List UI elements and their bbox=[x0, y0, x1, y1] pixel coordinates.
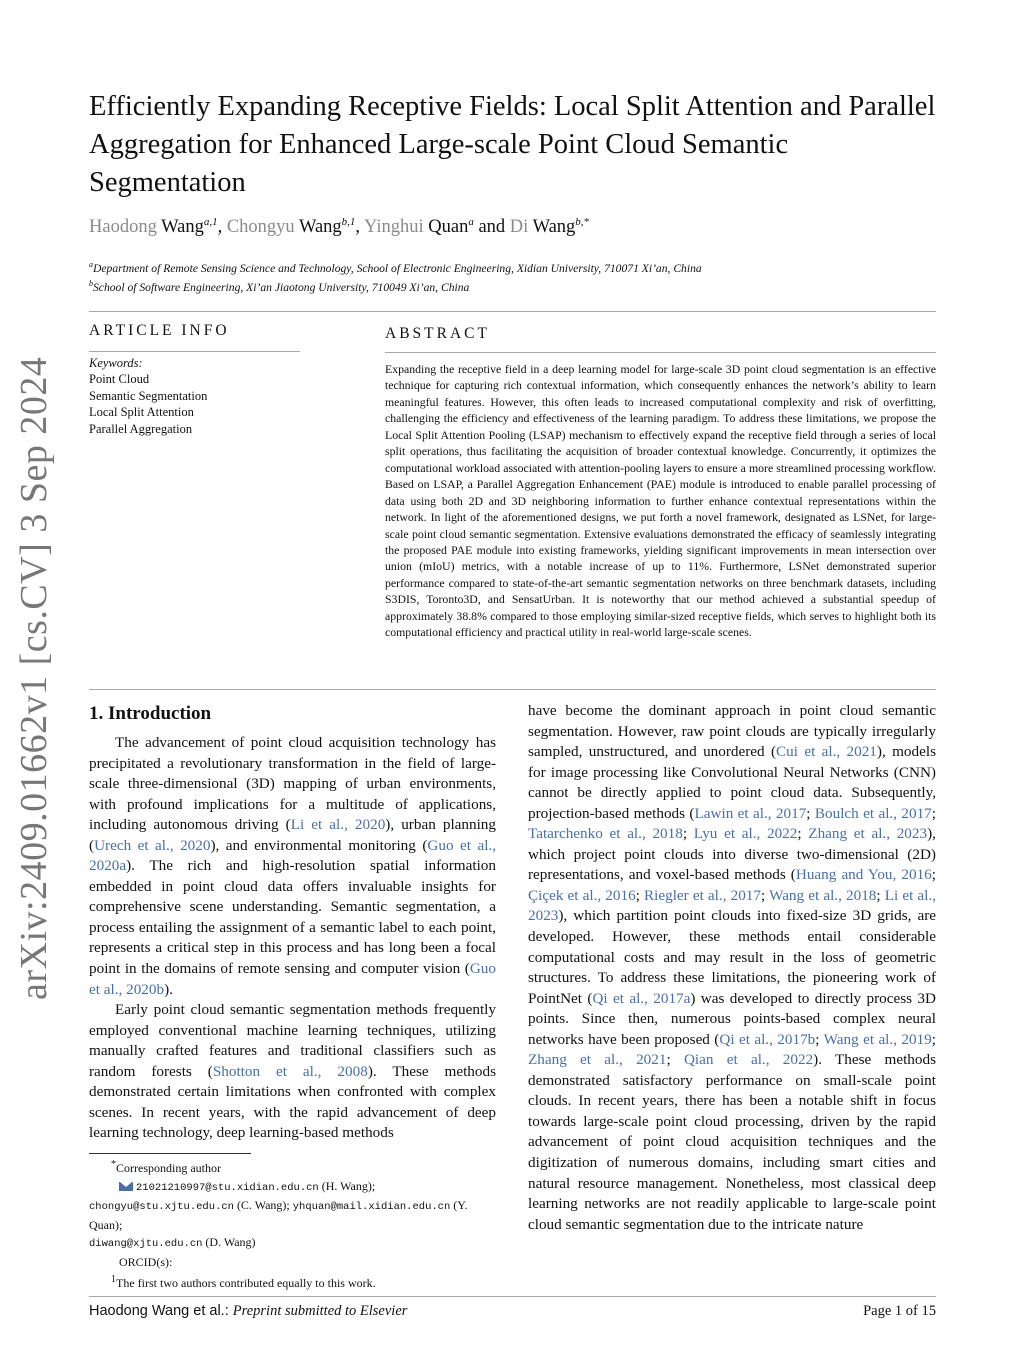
citation-link[interactable]: Wang et al., 2019 bbox=[823, 1030, 932, 1048]
citation-link[interactable]: Tatarchenko et al., 2018 bbox=[528, 825, 683, 843]
citation-link[interactable]: Guo et al., 2020a bbox=[89, 836, 497, 875]
citation-link[interactable]: Boulch et al., 2017 bbox=[814, 804, 932, 822]
keyword: Local Split Attention bbox=[89, 405, 194, 419]
footer-left: Haodong Wang et al.: Preprint submitted to Elsevier bbox=[89, 1303, 408, 1319]
citation-link[interactable]: Shotton et al., 2008 bbox=[212, 1062, 368, 1080]
footnote-corresponding: *Corresponding author bbox=[111, 1159, 221, 1175]
email-link[interactable]: diwang@xjtu.edu.cn bbox=[89, 1238, 203, 1250]
footnote-orcid: ORCID(s): bbox=[119, 1254, 173, 1269]
envelope-icon bbox=[119, 1182, 133, 1191]
citation-link[interactable]: Lyu et al., 2022 bbox=[693, 825, 798, 843]
affiliation-b: $^b$School of Software Engineering, Xi’an Jiaotong University, 710049 Xi’an, China bbox=[89, 279, 470, 294]
intro-paragraph-continued: have become the dominant approach in point cloud semantic segmentation. However, raw point clouds are typically irregularly sampled, unstructured, and unordered (Cui et al., 2021), models for image processing like Convolutional Neural Networks (CNN) cannot be directly applied to point cloud data. Subsequently, projection-based methods (Lawin et al., 2017; Boulch et al., 2017; Tatarchenko et al., 2018; Lyu et al., 2022; Zhang et al., 2023), which project point clouds into diverse two-dimensional (2D) representations, and voxel-based methods (Huang and You, 2016; Çiçek et al., 2016; Riegler et al., 2017; Wang et al., 2018; Li et al., 2023), which partition point clouds into fixed-size 3D grids, are developed. However, these methods entail considerable computational costs and may result in the loss of geometric structures. To address these limitations, the pioneering work of PointNet (Qi et al., 2017a) was developed to directly process 3D points. Since then, numerous points-based complex neural networks have been proposed (Qi et al., 2017b; Wang et al., 2019; Zhang et al., 2021; Qian et al., 2022). These methods demonstrated satisfactory performance on small-scale point clouds. In recent years, there has been a notable shift in focus towards large-scale point cloud processing, driven by the rapid advancement of point cloud acquisition techniques and the digitization of numerous domains, including smart cities and natural resource management. Nonetheless, most classical deep learning networks are not readily applicable to large-scale point cloud semantic segmentation due to the intricate nature bbox=[528, 702, 937, 1233]
email-link[interactable]: yhquan@mail.xidian.edu.cn bbox=[292, 1201, 451, 1213]
footnotes bbox=[89, 1156, 499, 1293]
citation-link[interactable]: Zhang et al., 2021 bbox=[528, 1051, 667, 1069]
citation-link[interactable]: Çiçek et al., 2016 bbox=[528, 886, 636, 904]
citation-link[interactable]: Zhang et al., 2023 bbox=[808, 825, 928, 843]
author-name: Yinghui Quan$^a$ bbox=[364, 216, 474, 238]
citation-link[interactable]: Huang and You, 2016 bbox=[795, 866, 932, 884]
citation-link[interactable]: Li et al., 2020 bbox=[290, 816, 386, 834]
author-list: Haodong Wang$^{a,1}$, Chongyu Wang$^{b,1}$, Yinghui Quan$^a$ and Di Wang$^{b,*}$ bbox=[89, 216, 590, 238]
citation-link[interactable]: Cui et al., 2021 bbox=[776, 743, 877, 761]
keywords-block bbox=[89, 356, 207, 437]
footnote-email-1: 21021210997@stu.xidian.edu.cn (H. Wang); bbox=[89, 1178, 499, 1198]
footnote-equal-contribution: $^1$The first two authors contributed equally to this work. bbox=[111, 1274, 376, 1290]
author-name: Chongyu Wang$^{b,1}$ bbox=[226, 216, 356, 238]
email-link[interactable]: 21021210997@stu.xidian.edu.cn bbox=[136, 1181, 319, 1194]
footer-divider bbox=[89, 1296, 936, 1297]
header-divider bbox=[89, 311, 936, 312]
citation-link[interactable]: Qi et al., 2017b bbox=[719, 1030, 816, 1048]
keyword: Point Cloud bbox=[89, 372, 150, 386]
citation-link[interactable]: Qian et al., 2022 bbox=[683, 1051, 814, 1069]
abstract-text: Expanding the receptive field in a deep learning model for large-scale 3D point cloud segmentation is an effective technique for capturing rich contextual information, which consequently enhances the network’s ability to learn meaningful features. However, this often leads to increased computational complexity and risk of overfitting, challenging the efficiency and effectiveness of the learning paradigm. To address these limitations, we propose the Local Split Attention Pooling (LSAP) mechanism to effectively expand the receptive field through a series of local split operations, thus facilitating the acquisition of broader contextual knowledge. Concurrently, it optimizes the computational workload associated with attention-pooling layers to ensure a more streamlined processing workflow. Based on LSAP, a Parallel Aggregation Enhancement (PAE) module is introduced to enable parallel processing of data using both 2D and 3D neighboring information to further enhance contextual representations within the network. In light of the aforementioned designs, we put forth a novel framework, designated as LSNet, for large-scale point cloud semantic segmentation. Extensive evaluations demonstrated the efficacy of seamlessly integrating the proposed PAE module into existing frameworks, yielding significant improvements in mean intersection over union (mIoU) metrics, with a notable increase of up to 11%. Furthermore, LSNet demonstrated superior performance compared to state-of-the-art semantic segmentation networks on three benchmark datasets, including S3DIS, Toronto3D, and SensatUrban. It is noteworthy that our method achieved a substantial speedup of approximately 38.8% compared to those employing similar-sized receptive fields, which serves to highlight both its computational efficiency and practical utility in real-world large-scale scenes. bbox=[385, 362, 936, 640]
citation-link[interactable]: Riegler et al., 2017 bbox=[644, 886, 761, 904]
citation-link[interactable]: Li et al., 2023 bbox=[528, 886, 936, 925]
right-column bbox=[528, 701, 936, 1235]
footnote-email-3: diwang@xjtu.edu.cn (D. Wang) bbox=[89, 1235, 256, 1250]
article-info-divider bbox=[89, 351, 300, 352]
abstract-heading: ABSTRACT bbox=[385, 325, 490, 342]
intro-paragraph-1: The advancement of point cloud acquisition technology has precipitated a revolutionary transformation in the field of large-scale three-dimensional (3D) mapping of urban environments, with profound implications for a multitude of applications, including autonomous driving (Li et al., 2020), urban planning (Urech et al., 2020), and environmental monitoring (Guo et al., 2020a). The rich and high-resolution spatial information embedded in point cloud data offers invaluable insights for comprehensive scene understanding. Semantic segmentation, a process entailing the assignment of a semantic label to each point, represents a critical step in this process and has long been a focal point in the domains of remote sensing and computer vision (Guo et al., 2020b). bbox=[89, 734, 497, 998]
body-divider bbox=[89, 689, 936, 690]
paper-title: Efficiently Expanding Receptive Fields: Local Split Attention and Parallel Aggregation for Enhanced Large-scale Point Cloud Semantic Segmentation bbox=[89, 91, 936, 198]
footnote-divider bbox=[89, 1153, 251, 1154]
keyword: Parallel Aggregation bbox=[89, 421, 193, 436]
keywords-label: Keywords: bbox=[89, 356, 143, 370]
citation-link[interactable]: Qi et al., 2017a bbox=[592, 989, 691, 1007]
article-info-heading: ARTICLE INFO bbox=[89, 322, 230, 339]
keyword: Semantic Segmentation bbox=[89, 388, 208, 403]
citation-link[interactable]: Urech et al., 2020 bbox=[94, 836, 211, 854]
page-number: Page 1 of 15 bbox=[863, 1303, 936, 1319]
footnote-email-2: chongyu@stu.xjtu.edu.cn (C. Wang); yhquan@mail.xidian.edu.cn (Y. Quan); bbox=[89, 1198, 468, 1232]
author-name: Di Wang$^{b,*}$ bbox=[509, 216, 590, 238]
arxiv-side-label: arXiv:2409.01662v1 [cs.CV] 3 Sep 2024 bbox=[13, 356, 55, 1000]
citation-link[interactable]: Lawin et al., 2017 bbox=[694, 804, 807, 822]
author-name: Haodong Wang$^{a,1}$ bbox=[89, 216, 218, 238]
citation-link[interactable]: Wang et al., 2018 bbox=[769, 886, 877, 904]
email-link[interactable]: chongyu@stu.xjtu.edu.cn bbox=[89, 1201, 234, 1213]
affiliation-a: $^a$Department of Remote Sensing Science and Technology, School of Electronic Engineering, Xidian University, 710071 Xi’an, China bbox=[89, 260, 702, 275]
section-heading-introduction: 1. Introduction bbox=[89, 703, 212, 724]
intro-paragraph-2: Early point cloud semantic segmentation methods frequently employed conventional machine learning techniques, utilizing manually crafted features and traditional classifiers such as random forests (Shotton et al., 2008). These methods demonstrated certain limitations when confronted with complex scenes. In recent years, with the rapid advancement of deep learning technology, deep learning-based methods bbox=[89, 1001, 497, 1142]
abstract-divider bbox=[385, 352, 936, 353]
citation-link[interactable]: Guo et al., 2020b bbox=[89, 960, 496, 998]
left-column bbox=[89, 733, 496, 1144]
